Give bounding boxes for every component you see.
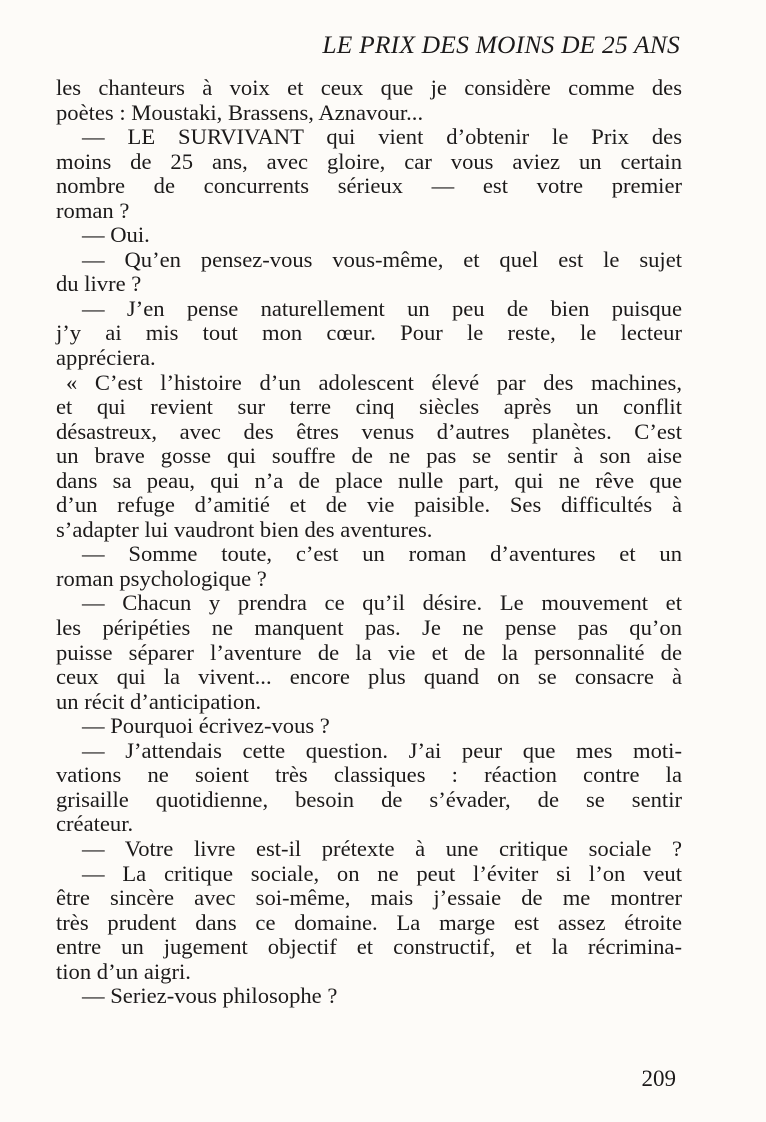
- text-line: poètes : Moustaki, Brassens, Aznavour...: [56, 99, 424, 125]
- text-line: désastreux, avec des êtres venus d’autres planètes. C’est: [56, 418, 682, 444]
- page-number: 209: [641, 1066, 676, 1091]
- text-line: — LE SURVIVANT qui vient d’obtenir le Prix des: [82, 124, 682, 150]
- text-line: être sincère avec soi-même, mais j’essaie de me montrer: [56, 885, 682, 911]
- text-line: d’un refuge d’amitié et de vie paisible. Ses difficultés à: [56, 492, 682, 518]
- text-line: — Seriez-vous philosophe ?: [82, 983, 338, 1009]
- text-line: — Chacun y prendra ce qu’il désire. Le mouvement et: [82, 590, 682, 616]
- text-line: tion d’un aigri.: [56, 958, 191, 984]
- text-line: — J’attendais cette question. J’ai peur que mes moti-: [82, 737, 682, 763]
- text-line: et qui revient sur terre cinq siècles après un conflit: [56, 394, 682, 420]
- text-line: — Votre livre est-il prétexte à une critique sociale ?: [82, 835, 682, 861]
- text-line: entre un jugement objectif et constructif, et la récrimina-: [56, 934, 682, 960]
- text-line: ceux qui la vivent... encore plus quand on se consacre à: [56, 664, 682, 690]
- text-line: moins de 25 ans, avec gloire, car vous aviez un certain: [56, 148, 682, 174]
- text-line: j’y ai mis tout mon cœur. Pour le reste, le lecteur: [56, 320, 682, 346]
- text-line: vations ne soient très classiques : réaction contre la: [56, 762, 682, 788]
- text-line: — Oui.: [82, 222, 150, 248]
- body-text: [56, 76, 682, 1009]
- text-line: dans sa peau, qui n’a de place nulle part, qui ne rêve que: [56, 467, 682, 493]
- text-line: les péripéties ne manquent pas. Je ne pense pas qu’on: [56, 615, 682, 641]
- text-line: du livre ?: [56, 271, 142, 297]
- text-line: roman psychologique ?: [56, 565, 267, 591]
- text-line: un brave gosse qui souffre de ne pas se sentir à son aise: [56, 443, 682, 469]
- text-line: les chanteurs à voix et ceux que je considère comme des: [56, 75, 682, 100]
- text-line: très prudent dans ce domaine. La marge est assez étroite: [56, 909, 682, 935]
- running-header: LE PRIX DES MOINS DE 25 ANS: [322, 30, 680, 59]
- text-line: — Qu’en pensez-vous vous-même, et quel est le sujet: [82, 246, 682, 272]
- text-line: s’adapter lui vaudront bien des aventures.: [56, 516, 433, 542]
- text-line: puisse séparer l’aventure de la vie et de la personnalité de: [56, 639, 682, 665]
- text-line: un récit d’anticipation.: [56, 688, 262, 714]
- text-line: — J’en pense naturellement un peu de bien puisque: [82, 295, 682, 321]
- text-line: nombre de concurrents sérieux — est votre premier: [56, 173, 682, 199]
- text-line: — Somme toute, c’est un roman d’aventures et un: [82, 541, 682, 567]
- text-line: « C’est l’histoire d’un adolescent élevé par des machines,: [66, 369, 682, 395]
- text-line: grisaille quotidienne, besoin de s’évader, de se sentir: [56, 786, 682, 812]
- text-line: — Pourquoi écrivez-vous ?: [82, 713, 330, 739]
- text-line: — La critique sociale, on ne peut l’éviter si l’on veut: [82, 860, 682, 886]
- text-line: appréciera.: [56, 345, 156, 371]
- text-line: créateur.: [56, 811, 134, 837]
- text-line: roman ?: [56, 197, 130, 223]
